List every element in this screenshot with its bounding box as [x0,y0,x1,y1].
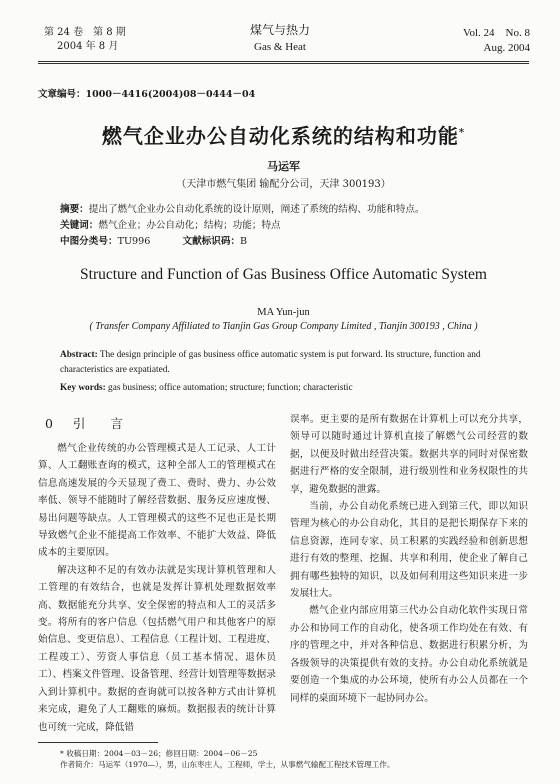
paragraph: 燃气企业内部应用第三代办公自动化软件实现日常办公和协同工作的自动化，使各项工作均处在有效、有序的管理之中，并对各种信息、数据进行积累分析，为各级领导的决策提供有效的支持。办公自动化系统就是要创造一个集成的办公环境，使所有办公人员都在一个同样的桌面环境下一起协同办公。 [290,605,528,704]
title-cn-text: 燃气企业办公自动化系统的结构和功能 [101,124,459,148]
class-no-label: 中图分类号： [60,236,118,247]
journal-cn: 煤气与热力 [249,23,310,37]
abstract-cn [60,203,520,217]
footnote-author-bio: 作者简介：马运军（1970—），男，山东枣庄人，工程师，学士，从事燃气输配工程技术管理工作。 [60,760,395,769]
issue-en: Vol. 24 No. 8 [462,27,530,39]
doc-code-label: 文献标识码： [182,236,241,247]
title-en: Structure and Function of Gas Business Office Automatic System [80,266,487,283]
paragraph: 燃气企业传统的办公管理模式是人工记录、人工计算、人工翻账查询的模式，这种全部人工的管理模式在信息高速发展的今天显现了费工、费时、费力、办公效率低、领导不能随时了解经营数据、服务反应速度慢、易出问题等缺点。人工管理模式的这些不足也正是长期导致燃气企业不能提高工作效率、不能扩大效益、降低成本的主要原因。 [38,443,276,559]
abstract-cn-text: 提出了燃气企业办公自动化系统的设计原则，阐述了系统的结构、功能和特点。 [88,204,425,215]
article-number: 文章编号：1000－4416(2004)08－0444－04 [38,89,256,100]
footnote-dates: * 收稿日期：2004－03－26；修回日期：2004－06－25 [60,749,258,758]
keywords-cn [60,219,520,233]
footnote [60,748,530,770]
keywords-en [60,381,515,396]
doc-code-value: B [240,236,248,247]
date-en: Aug. 2004 [483,42,530,54]
title-cn [38,120,529,149]
paragraph: 误率。更主要的是所有数据在计算机上可以充分共享，领导可以随时通过计算机直接了解燃气公司经营的数据，以便及时做出经营决策。数据共享的同时对保密数据进行严格的安全限制，进行级别性和业务权限性的共享，避免数据的泄露。 [290,414,528,495]
right-column [290,411,528,707]
header-rule-2 [38,63,529,64]
header-rule [38,61,529,62]
journal-en: Gas & Heat [254,41,306,53]
footnote-dates-text: 收稿日期：2004－03－26；修回日期：2004－06－25 [66,749,258,758]
section-number: 0 [45,416,53,431]
affiliation-en: ( Transfer Company Affiliated to Tianjin Gas Group Company Limited , Tianjin 300193 , China ) [89,321,478,332]
paragraph: 当前，办公自动化系统已进入到第三代，即以知识管理为核心的办公自动化，其目的是把长期保存下来的信息资源，连同专家、员工积累的实践经验和创新思想进行有效的整理、挖掘、共享和利用，使企业了解自己拥有哪些独特的知识，以及如何利用这些知识来进一步发展壮大。 [290,501,528,600]
left-column [38,440,276,736]
abstract-en-text: The design principle of gas business office automatic system is put forward. Its structure, function and characteristics are expatiated. [60,350,481,375]
date-cn: 2004 年 8 月 [57,41,119,52]
paragraph: 解决这种不足的有效办法就是实现计算机管理和人工管理的有效结合，也就是发挥计算机处理数据效率高、数据能充分共享、安全保密的特点和人工的灵活多变。将所有的客户信息（包括燃气用户和其他客户的原始信息、变更信息）、工程信息（工程计划、工程进度、工程竣工）、劳资人事信息（员工基本情况、退休员工）、档案文件管理、设备管理、经营计划管理等数据录入到计算机中。数据的查询就可以按各种方式由计算机来完成，避免了人工翻账的麻烦。数据报表的统计计算也可统一完成，降低错 [38,564,276,733]
issue-cn: 第 24 卷 第 8 期 [44,27,126,38]
title-footnote-mark: * [458,127,466,139]
keywords-cn-text: 燃气企业；办公自动化；结构；功能；特点 [98,220,281,231]
author-en: MA Yun-jun [257,307,310,318]
keywords-cn-label: 关键词： [60,220,99,231]
abstract-en-label: Abstract: [60,350,98,360]
footnote-rule [38,742,158,743]
keywords-en-label: Key words: [60,383,106,393]
class-no-value: TU996 [117,236,151,247]
author-cn: 马运军 [267,160,300,173]
classification [60,235,520,249]
keywords-en-text: gas business; office automation; structure; function; characteristic [105,383,353,393]
section-title: 引 言 [72,416,123,431]
section-heading [45,414,123,432]
affiliation-cn: （天津市燃气集团 输配分公司，天津 300193） [176,179,391,190]
abstract-en [60,348,515,377]
abstract-cn-label: 摘要： [60,204,89,215]
